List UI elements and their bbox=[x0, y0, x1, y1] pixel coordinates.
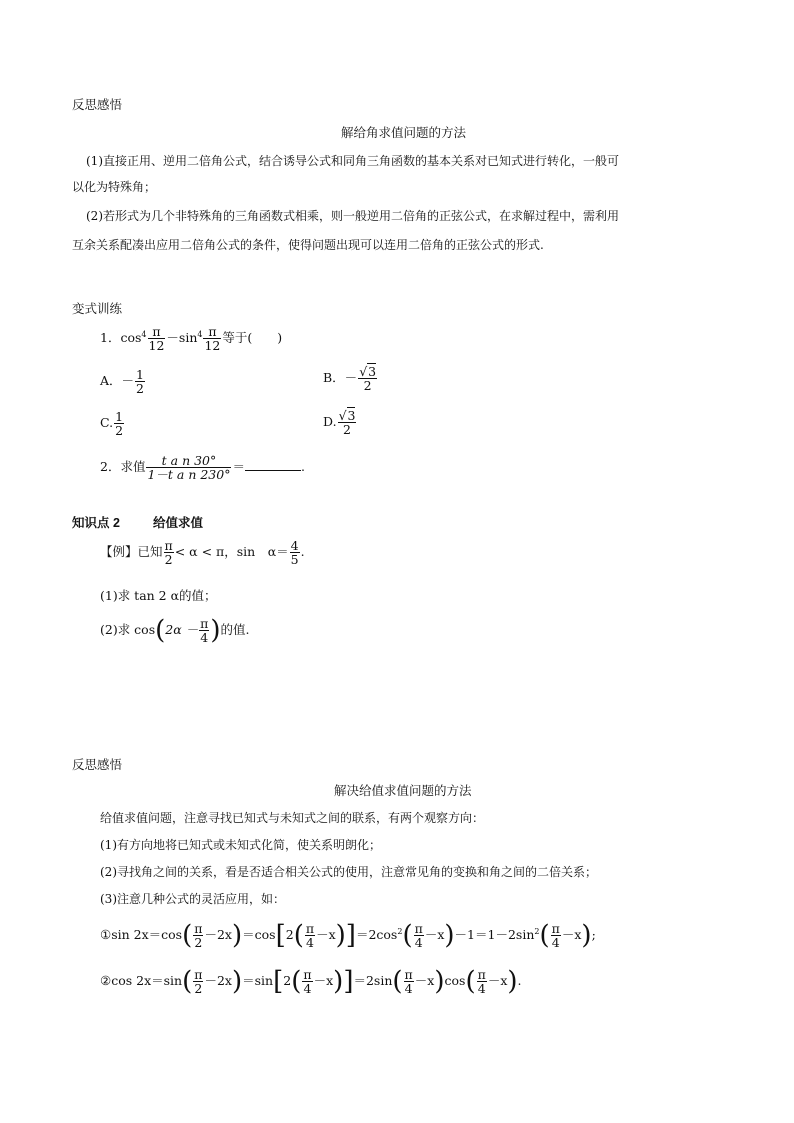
option-d-sqrt-sign: √ bbox=[338, 408, 347, 423]
option-d-radicand: 3 bbox=[347, 408, 356, 423]
q1-pi-b: π bbox=[203, 325, 221, 339]
example-end: . bbox=[300, 544, 305, 559]
paren: ) bbox=[333, 966, 344, 997]
knowledge-point-label: 知识点 2 bbox=[72, 516, 120, 530]
f1-a: ①sin 2x＝cos bbox=[100, 927, 183, 942]
option-a-den: 2 bbox=[136, 381, 144, 396]
q1-power-b: 4 bbox=[197, 329, 203, 339]
f2-frac-2 bbox=[302, 968, 312, 995]
section1-point1-line2: 以化为特殊角； bbox=[72, 180, 157, 194]
ask-2 bbox=[100, 617, 250, 644]
q2-prefix: 2．求值 bbox=[100, 459, 146, 474]
paren: ) bbox=[335, 920, 346, 951]
exercise-heading: 变式训练 bbox=[72, 302, 123, 316]
q2-eq: ＝ bbox=[232, 459, 245, 474]
f1-d: 2 bbox=[285, 927, 294, 942]
knowledge-point-title: 给值求值 bbox=[153, 516, 204, 530]
paren: ) bbox=[231, 920, 243, 951]
f2-a: ②cos 2x＝sin bbox=[100, 973, 183, 988]
option-d-label: D. bbox=[323, 414, 337, 429]
f1-four-2: 4 bbox=[305, 935, 314, 950]
example-two: 2 bbox=[164, 552, 173, 567]
option-a bbox=[100, 368, 146, 395]
paren: ( bbox=[402, 920, 413, 951]
f2-frac-4 bbox=[477, 968, 487, 995]
f1-e: －x bbox=[316, 927, 336, 942]
f1-frac-4 bbox=[551, 922, 561, 949]
paren: ) bbox=[434, 966, 445, 997]
example-den: 5 bbox=[290, 552, 299, 567]
q2-fraction bbox=[146, 454, 231, 481]
q1-fraction-a bbox=[148, 325, 166, 352]
paren: ( bbox=[182, 920, 193, 951]
section1-title: 解给角求值问题的方法 bbox=[341, 125, 467, 140]
q1-twelve-b: 12 bbox=[204, 338, 221, 353]
f2-four-3: 4 bbox=[404, 981, 413, 996]
option-b-den: 2 bbox=[363, 378, 372, 393]
option-c bbox=[100, 410, 125, 437]
q2-end: . bbox=[300, 459, 305, 474]
f1-k: －x bbox=[561, 927, 582, 942]
section1-point2-line2: 互余关系配凑出应用二倍角公式的条件，使得问题出现可以连用二倍角的正弦公式的形式. bbox=[72, 238, 544, 252]
q1-twelve-a: 12 bbox=[148, 338, 165, 353]
section1-point2-line1: (2)若形式为几个非特殊角的三角函数式相乘，则一般逆用二倍角的正弦公式，在求解过程中，需利用 bbox=[86, 209, 620, 223]
paren-close: ) bbox=[210, 615, 221, 646]
f2-d: 2 bbox=[283, 973, 292, 988]
q1-minus: －sin bbox=[166, 330, 198, 345]
q1-pi-a: π bbox=[148, 325, 166, 339]
q1-suffix: 等于( ) bbox=[222, 330, 283, 345]
q2-num: t a n 30° bbox=[146, 454, 231, 468]
q1-prefix: 1．cos bbox=[100, 330, 142, 345]
f1-pi-3: π bbox=[414, 921, 423, 936]
f1-g: 2 bbox=[397, 926, 403, 936]
option-c-num: 1 bbox=[115, 409, 124, 424]
ask-2-pi: π bbox=[200, 616, 209, 631]
bracket: ] bbox=[343, 966, 354, 997]
f2-c: ＝sin bbox=[242, 973, 274, 988]
ask-2-suffix: 的值. bbox=[220, 622, 250, 637]
paren: ( bbox=[465, 966, 476, 997]
option-b-fraction bbox=[358, 365, 377, 392]
paren: ( bbox=[182, 966, 193, 997]
f1-pi-4: π bbox=[551, 921, 560, 936]
section2-title: 解决给值求值问题的方法 bbox=[334, 783, 472, 798]
q2-den: 1－t a n 230° bbox=[147, 467, 231, 482]
ask-2-prefix: (2)求 cos bbox=[100, 622, 156, 637]
option-a-fraction bbox=[135, 368, 145, 395]
section2-intro: 给值求值问题，注意寻找已知式与未知式之间的联系，有两个观察方向： bbox=[100, 811, 485, 825]
f1-four-3: 4 bbox=[414, 935, 423, 950]
f1-frac-2 bbox=[305, 922, 315, 949]
paren: ) bbox=[231, 966, 243, 997]
f2-four-2: 4 bbox=[303, 981, 312, 996]
option-a-label: A．－ bbox=[100, 373, 135, 388]
ask-2-fraction bbox=[199, 617, 209, 644]
paren: ( bbox=[293, 920, 304, 951]
paren-open: ( bbox=[155, 615, 166, 646]
option-b-label: B．－ bbox=[323, 370, 358, 385]
option-c-fraction bbox=[114, 410, 124, 437]
section2-point3: (3)注意几种公式的灵活应用，如： bbox=[100, 892, 285, 906]
f2-pi-4: π bbox=[477, 967, 486, 982]
f2-l: . bbox=[517, 973, 522, 988]
formula-1 bbox=[100, 922, 596, 949]
f1-i: －1＝1－2sin bbox=[454, 927, 535, 942]
option-a-num: 1 bbox=[136, 367, 144, 382]
bracket: [ bbox=[275, 920, 286, 951]
ask-2-inner: 2α － bbox=[165, 622, 199, 637]
option-d-num bbox=[338, 409, 357, 423]
f2-i: cos bbox=[444, 973, 466, 988]
option-b-sqrt-sign: √ bbox=[359, 364, 368, 379]
answer-blank bbox=[245, 458, 301, 471]
question-2 bbox=[100, 454, 305, 481]
example-pi: π bbox=[164, 538, 173, 553]
q1-power: 4 bbox=[141, 329, 147, 339]
f2-two-1: 2 bbox=[194, 981, 203, 996]
f2-frac-3 bbox=[404, 968, 414, 995]
f1-pi-1: π bbox=[194, 921, 203, 936]
f2-frac-1 bbox=[193, 968, 203, 995]
option-d-den: 2 bbox=[343, 422, 351, 437]
paren: ) bbox=[507, 966, 518, 997]
paren: ( bbox=[291, 966, 302, 997]
f1-j: 2 bbox=[534, 926, 540, 936]
section2-point1: (1)有方向地将已知式或未知式化简，使关系明朗化； bbox=[100, 838, 382, 852]
f1-two-1: 2 bbox=[194, 935, 203, 950]
paren: ( bbox=[392, 966, 403, 997]
f1-l: ; bbox=[591, 927, 596, 942]
f1-c: ＝cos bbox=[242, 927, 276, 942]
section2-heading: 反思感悟 bbox=[72, 758, 123, 772]
f1-four-4: 4 bbox=[551, 935, 560, 950]
bracket: ] bbox=[345, 920, 356, 951]
f2-pi-3: π bbox=[404, 967, 413, 982]
option-b-num bbox=[358, 365, 377, 379]
f2-k: －x bbox=[487, 973, 508, 988]
option-d-fraction bbox=[338, 409, 357, 436]
f1-frac-3 bbox=[414, 922, 424, 949]
option-c-den: 2 bbox=[115, 423, 124, 438]
paren: ) bbox=[581, 920, 592, 951]
f1-b: －2x bbox=[204, 927, 232, 942]
f1-frac-1 bbox=[193, 922, 203, 949]
q1-fraction-b bbox=[203, 325, 221, 352]
option-c-label: C. bbox=[100, 415, 114, 430]
question-1 bbox=[100, 325, 282, 352]
example-fraction bbox=[290, 539, 300, 566]
example-prefix: 【例】已知 bbox=[100, 544, 163, 559]
section1-heading: 反思感悟 bbox=[72, 98, 123, 112]
ask-2-four: 4 bbox=[200, 630, 209, 645]
f2-pi-1: π bbox=[194, 967, 203, 982]
f1-h: －x bbox=[424, 927, 445, 942]
f2-four-4: 4 bbox=[477, 981, 486, 996]
f2-h: －x bbox=[414, 973, 435, 988]
option-b-radicand: 3 bbox=[368, 364, 377, 379]
f2-f: ＝2sin bbox=[353, 973, 393, 988]
paren: ) bbox=[444, 920, 455, 951]
f2-b: －2x bbox=[204, 973, 232, 988]
example-mid: < α < π，sin α＝ bbox=[174, 544, 289, 559]
f1-f: ＝2cos bbox=[355, 927, 398, 942]
section1-point1-line1: (1)直接正用、逆用二倍角公式，结合诱导公式和同角三角函数的基本关系对已知式进行转化，一般可 bbox=[86, 154, 620, 168]
bracket: [ bbox=[273, 966, 284, 997]
example-pi-half bbox=[164, 539, 174, 566]
formula-2 bbox=[100, 968, 522, 995]
f1-pi-2: π bbox=[305, 921, 315, 936]
ask-1: (1)求 tan 2 α的值； bbox=[100, 588, 217, 603]
section2-point2: (2)寻找角之间的关系，看是否适合相关公式的使用，注意常见角的变换和角之间的二倍关系； bbox=[100, 865, 598, 879]
example bbox=[100, 539, 305, 566]
option-b bbox=[323, 365, 378, 392]
f2-e: －x bbox=[313, 973, 334, 988]
f2-pi-2: π bbox=[303, 967, 312, 982]
paren: ( bbox=[539, 920, 550, 951]
example-num: 4 bbox=[290, 538, 299, 553]
option-d bbox=[323, 409, 357, 436]
